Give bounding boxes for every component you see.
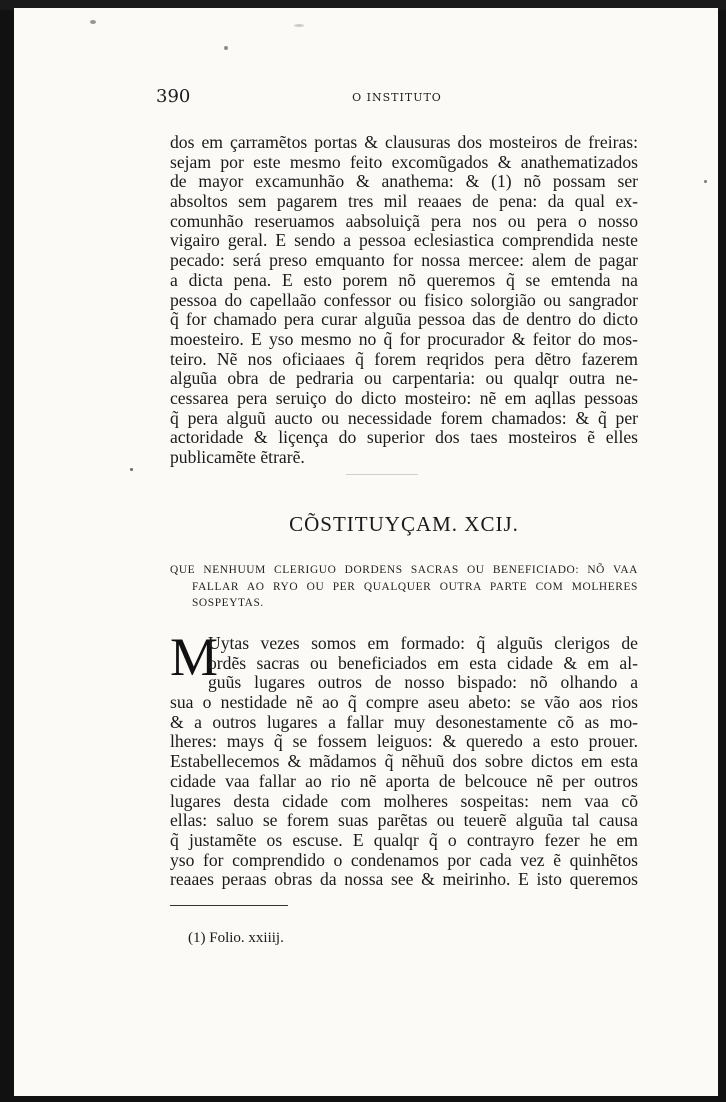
text-line: de mayor excamunhão & anathema: & (1) nõ possam ser xyxy=(170,171,638,192)
ink-speck xyxy=(704,180,707,183)
text-line: alguũa obra de pedraria ou carpentaria: ou qualqr outra ne- xyxy=(170,368,638,389)
section-title: CÕSTITUYÇAM. XCIJ. xyxy=(289,512,519,536)
text-line: absoltos sem pagarem tres mil reaaes de pena: da qual ex- xyxy=(170,191,638,212)
page-header xyxy=(156,86,638,108)
text-line: a dicta pena. E esto porem nõ queremos q̃ se emtenda na xyxy=(170,269,638,290)
ink-speck xyxy=(90,20,96,24)
footnote-rule xyxy=(170,905,288,906)
ink-speck xyxy=(294,24,304,27)
text-line: & a outros lugares a fallar muy desonestamente cõ as mo- xyxy=(170,711,638,732)
ink-speck xyxy=(130,468,133,471)
page-number: 390 xyxy=(156,86,191,107)
text-line: Estabellecemos & mãdamos q̃ nẽhuũ dos sobre dictos em esta xyxy=(170,751,638,772)
text-line: dos em çarramẽtos portas & clausuras dos mosteiros de freiras: xyxy=(170,132,638,152)
text-line: cessarea pera seruiço do dicto mosteiro: nẽ em aqllas pessoas xyxy=(170,387,638,408)
running-title: O INSTITUTO xyxy=(352,91,442,104)
text-line: actoridade & liçença do superior dos taes mosteiros ẽ elles xyxy=(170,427,638,448)
section-body xyxy=(170,627,638,890)
text-line: yso for comprendido o condenamos por cada vez ẽ quinhẽtos xyxy=(170,849,638,870)
ink-speck xyxy=(224,46,228,50)
text-line: lheres: mays q̃ se fossem leiguos: & queredo a esto prouer. xyxy=(170,731,638,752)
summary-line: SOSPEYTAS. xyxy=(192,597,264,609)
text-line: ellas: saluo se forem suas parẽtas ou teuerẽ alguũa tal causa xyxy=(170,810,638,831)
text-line: q̃ justamẽte os escuse. E qualqr q̃ o contrayro fezer he em xyxy=(170,829,638,850)
text-line: lugares desta cidade com molheres sospeitas: nem vaa cõ xyxy=(170,790,638,811)
paragraph-continued xyxy=(170,133,638,468)
text-line: teiro. Nẽ nos oficiaaes q̃ forem reqridos pera dẽtro fazerem xyxy=(170,348,638,369)
drop-cap: M xyxy=(170,627,219,687)
section-separator xyxy=(346,474,418,475)
text-line: q̃ pera alguũ aucto ou necessidade forem chamados: & q̃ per xyxy=(170,407,638,428)
text-line: comunhão reseruamos aabsoluiçã pera nos ou pera o nosso xyxy=(170,210,638,231)
summary-line: QUE NENHUUM CLERIGUO DORDENS SACRAS OU BENEFICIADO: NÕ VAA xyxy=(170,564,638,576)
section-summary xyxy=(170,562,638,612)
text-line: q̃ for chamado pera curar alguũa pessoa das de dentro do dicto xyxy=(170,309,638,330)
text-line: ordẽs sacras ou beneficiados em esta cidade & em al- xyxy=(208,652,638,673)
text-line: Uytas vezes somos em formado: q̃ alguũs clerigos de xyxy=(208,633,638,653)
text-line: pecado: será preso emquanto for nossa mercee: alem de pagar xyxy=(170,250,638,271)
text-line: guũs lugares outros de nosso bispado: nõ olhando a xyxy=(208,672,638,693)
summary-line: FALLAR AO RYO OU PER QUALQUER OUTRA PARTE COM MOLHERES xyxy=(192,580,638,593)
text-line: publicamẽte ẽtrarẽ. xyxy=(170,447,305,467)
text-line: pessoa do capellaão confessor ou fisico solorgião ou sangrador xyxy=(170,289,638,310)
text-line: moesteiro. E yso mesmo no q̃ for procurador & feitor do mos- xyxy=(170,328,638,349)
footnote: (1) Folio. xxiiij. xyxy=(188,930,284,946)
text-line: vigairo geral. E sendo a pessoa eclesiastica comprendida neste xyxy=(170,230,638,251)
text-line: sejam por este mesmo feito excomũgados & anathematizados xyxy=(170,151,638,172)
text-line: sua o nestidade nẽ ao q̃ compre aseu abeto: se vão aos rios xyxy=(170,692,638,713)
text-line: cidade vaa fallar ao rio nẽ aporta de belcouce nẽ per outros xyxy=(170,770,638,791)
text-line: reaaes peraas obras da nossa see & meirinho. E isto queremos xyxy=(170,869,638,890)
